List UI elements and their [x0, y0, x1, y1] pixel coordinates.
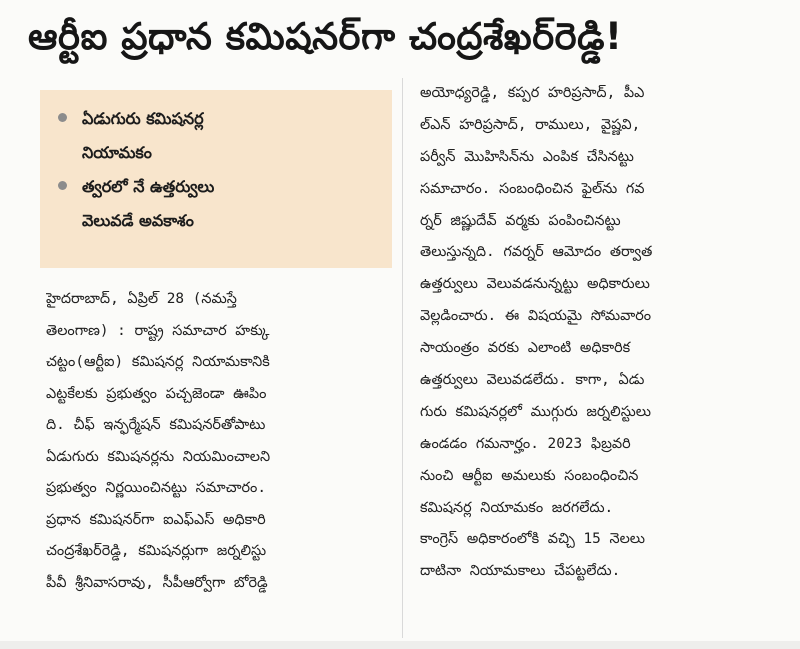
highlight-item — [40, 102, 392, 170]
highlight-line: త్వరలో నే ఉత్తర్వులు — [82, 177, 215, 196]
column-divider — [402, 78, 403, 638]
article-line: తెలంగాణ) : రాష్ట్ర సమాచార హక్కు — [46, 322, 270, 339]
highlight-line: వెలువడే అవకాశం — [82, 211, 194, 230]
article-line: కాంగ్రెస్ అధికారంలోకి వచ్చి 15 నెలలు — [420, 531, 645, 548]
article-line: ల్‌ఎన్ హరిప్రసాద్, రాములు, వైష్ణవి, — [420, 116, 641, 133]
article-line: కమిషనర్ల నియామకం జరగలేదు. — [420, 499, 614, 516]
article-line: ఉండడం గమనార్హం. 2023 ఫిబ్రవరి — [420, 435, 631, 452]
article-left-column — [46, 284, 398, 599]
article-line: ర్నర్ జిష్ణుదేవ్ వర్మకు పంపించినట్టు — [420, 212, 621, 229]
article-line: దాటినా నియామకాలు చేపట్టలేదు. — [420, 563, 621, 580]
article-right-column — [420, 78, 776, 588]
article-line: సమాచారం. సంబంధించిన ఫైల్‌ను గవ — [420, 180, 645, 197]
article-line: చట్టం(ఆర్టీఐ) కమిషనర్ల నియామకానికి — [46, 354, 270, 370]
article-line: అయోధ్యరెడ్డి, కప్పర హరిప్రసాద్, పీఎ — [420, 85, 645, 101]
bullet-icon — [58, 181, 67, 190]
bullet-icon — [58, 113, 67, 122]
article-line: ఉత్తర్వులు వెలువడనున్నట్టు అధికారులు — [420, 276, 650, 293]
article-line: ఉత్తర్వులు వెలువడలేదు. కాగా, ఏడు — [420, 372, 645, 389]
highlights-list — [40, 90, 392, 238]
highlight-item — [40, 170, 392, 238]
article-line: ది. చీఫ్ ఇన్ఫర్మేషన్ కమిషనర్‌తోపాటు — [46, 417, 266, 433]
article-line: వెల్లడించారు. ఈ విషయమై సోమవారం — [420, 308, 652, 325]
article-line: ఎట్టకేలకు ప్రభుత్వం పచ్చజెండా ఊపిం — [46, 385, 267, 402]
article-line: తెలుస్తున్నది. గవర్నర్ ఆమోదం తర్వాత — [420, 244, 653, 261]
article-line: చంద్రశేఖర్‌రెడ్డి, కమిషనర్లుగా జర్నలిస్టు — [46, 543, 267, 559]
article-line: పర్వీన్ మొహిసిన్‌ను ఎంపిక చేసినట్టు — [420, 148, 634, 165]
article-line: గురు కమిషనర్లలో ముగ్గురు జర్నలిస్టులు — [420, 403, 651, 420]
article-line: పీవీ శ్రీనివాసరావు, సీపీఆర్వోగా బోరెడ్డి — [46, 574, 268, 591]
headline: ఆర్టీఐ ప్రధాన కమిషనర్‌గా చంద్రశేఖర్‌రెడ్డి! — [28, 15, 623, 58]
highlights-box — [40, 90, 392, 268]
article-line: హైదరాబాద్, ఏప్రిల్ 28 (నమస్తే — [46, 291, 237, 307]
highlight-line: ఏడుగురు కమిషనర్ల — [82, 109, 204, 128]
page-bottom-edge — [0, 641, 800, 649]
article-line: నుంచి ఆర్టీఐ అమలుకు సంబంధించిన — [420, 467, 639, 484]
article-line: సాయంత్రం వరకు ఎలాంటి అధికారిక — [420, 340, 631, 357]
article-line: ప్రధాన కమిషనర్‌గా ఐఎఫ్ఎస్ అధికారి — [46, 511, 266, 528]
article-line: ప్రభుత్వం నిర్ణయించినట్టు సమాచారం. — [46, 480, 266, 496]
article-line: ఏడుగురు కమిషనర్లను నియమించాలని — [46, 448, 271, 465]
highlight-line: నియామకం — [82, 143, 152, 162]
